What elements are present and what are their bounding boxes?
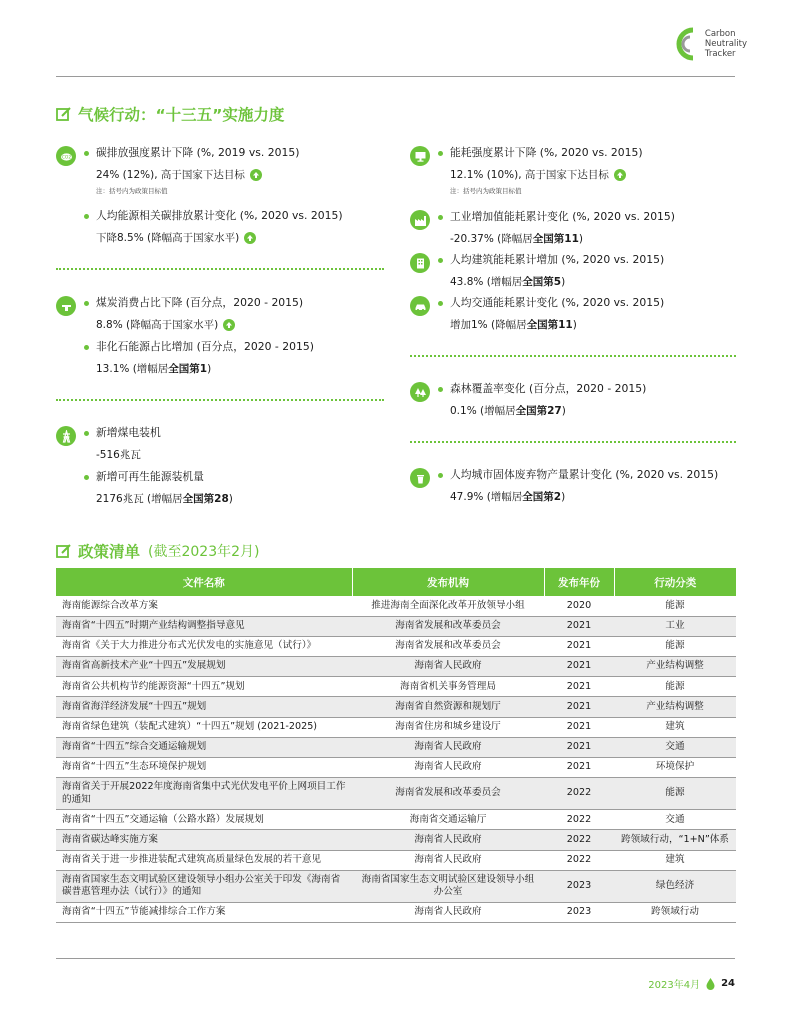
policy-year-cell: 2023 — [544, 902, 614, 922]
forest-icon — [410, 382, 430, 402]
new-coal-power-value: -516兆瓦 — [96, 449, 141, 461]
policy-document-cell: 海南省国家生态文明试验区建设领导小组办公室关于印发《海南省碳普惠管理办法（试行）》的通知 — [56, 870, 352, 902]
policy-category-cell: 产业结构调整 — [614, 657, 736, 677]
non-fossil-share-value: 13.1% (增幅居 — [96, 363, 169, 375]
coal-share-value: 8.8% (降幅高于国家水平) — [96, 319, 219, 331]
rank-text: 全国第1 — [168, 363, 208, 375]
policy-agency-cell: 海南省发展和改革委员会 — [352, 616, 544, 636]
edit-icon — [56, 106, 72, 122]
table-row — [56, 870, 736, 902]
policy-document-cell: 海南省“十四五”综合交通运输规划 — [56, 737, 352, 757]
policy-agency-cell: 海南省人民政府 — [352, 737, 544, 757]
header-divider — [56, 76, 735, 77]
logo-text — [705, 29, 747, 59]
policy-category-cell: 能源 — [614, 636, 736, 656]
policy-category-cell: 建筑 — [614, 850, 736, 870]
table-header-row — [56, 568, 736, 596]
policy-document-cell: 海南省《关于大力推进分布式光伏发电的实施意见（试行）》 — [56, 636, 352, 656]
rank-text: 全国第27 — [515, 405, 562, 417]
leaf-drop-icon — [706, 978, 715, 990]
section-climate-action-title — [56, 103, 284, 125]
co2-icon — [56, 146, 76, 166]
waste-value: 47.9% (增幅居 — [450, 491, 523, 503]
table-row — [56, 830, 736, 850]
policy-year-cell: 2021 — [544, 697, 614, 717]
section-subtitle: (截至2023年2月) — [148, 544, 260, 560]
section-title-text: 气候行动：“十三五”实施力度 — [78, 106, 285, 124]
policy-year-cell: 2021 — [544, 737, 614, 757]
policy-category-cell: 产业结构调整 — [614, 697, 736, 717]
policy-document-cell: 海南省高新技术产业“十四五”发展规划 — [56, 657, 352, 677]
transport-energy-value: 增加1% (降幅居 — [450, 319, 527, 331]
policy-document-cell: 海南能源综合改革方案 — [56, 596, 352, 616]
carbon-intensity-label: 碳排放强度累计下降 (%, 2019 vs. 2015) — [96, 146, 300, 159]
table-row — [56, 902, 736, 922]
right-item-industry: 工业增加值能耗累计变化 (%, 2020 vs. 2015) -20.37% (降幅居 全国第11 ) — [410, 210, 740, 246]
col-header-agency: 发布机构 — [352, 568, 544, 596]
arrow-up-icon — [244, 232, 256, 244]
table-row — [56, 677, 736, 697]
renewable-capacity-label: 新增可再生能源装机量 — [96, 470, 204, 483]
table-row — [56, 636, 736, 656]
policy-agency-cell: 海南省人民政府 — [352, 657, 544, 677]
building-icon — [410, 253, 430, 273]
arrow-up-icon — [223, 319, 235, 331]
section-title-text: 政策清单 — [78, 543, 141, 561]
policy-year-cell: 2022 — [544, 850, 614, 870]
table-row — [56, 697, 736, 717]
rank-text: 全国第2 — [522, 491, 562, 503]
policy-document-cell: 海南省“十四五”生态环境保护规划 — [56, 758, 352, 778]
policy-document-cell: 海南省关于开展2022年度海南省集中式光伏发电平价上网项目工作的通知 — [56, 778, 352, 810]
policy-target-note: 注：括号内为政策目标值 — [96, 187, 168, 195]
rank-text: 全国第28 — [182, 493, 229, 505]
power-tower-icon — [56, 426, 76, 446]
policy-document-cell: 海南省“十四五”交通运输（公路水路）发展规划 — [56, 810, 352, 830]
policy-year-cell: 2021 — [544, 636, 614, 656]
non-fossil-share-label: 非化石能源占比增加 (百分点，2020 - 2015) — [96, 340, 314, 353]
waste-label: 人均城市固体废弃物产量累计变化 (%, 2020 vs. 2015) — [450, 468, 719, 481]
policy-year-cell: 2022 — [544, 830, 614, 850]
right-item-energy-intensity — [410, 146, 740, 195]
renewable-capacity-value: 2176兆瓦 (增幅居 — [96, 493, 183, 505]
table-row — [56, 758, 736, 778]
trash-bin-icon — [410, 468, 430, 488]
policy-document-cell: 海南省“十四五”时期产业结构调整指导意见 — [56, 616, 352, 636]
page-footer — [648, 976, 735, 991]
page-number: 24 — [721, 978, 735, 989]
col-header-document: 文件名称 — [56, 568, 352, 596]
policy-year-cell: 2022 — [544, 810, 614, 830]
table-row — [56, 778, 736, 810]
table-row — [56, 657, 736, 677]
edit-icon — [56, 543, 72, 559]
policy-category-cell: 环境保护 — [614, 758, 736, 778]
policy-document-cell: 海南省海洋经济发展“十四五”规划 — [56, 697, 352, 717]
policy-agency-cell: 海南省发展和改革委员会 — [352, 636, 544, 656]
table-row — [56, 717, 736, 737]
policy-category-cell: 能源 — [614, 596, 736, 616]
logo-line3: Tracker — [704, 49, 736, 59]
coal-share-label: 煤炭消费占比下降 (百分点，2020 - 2015) — [96, 296, 304, 309]
policy-agency-cell: 海南省人民政府 — [352, 830, 544, 850]
policy-document-cell: 海南省关于进一步推进装配式建筑高质量绿色发展的若干意见 — [56, 850, 352, 870]
carbon-tracker-logo-icon — [673, 26, 699, 62]
policy-category-cell: 能源 — [614, 778, 736, 810]
rank-text: 全国第5 — [522, 276, 562, 288]
factory-icon — [410, 210, 430, 230]
forest-coverage-value: 0.1% (增幅居 — [450, 405, 516, 417]
policy-document-cell: 海南省公共机构节约能源资源“十四五”规划 — [56, 677, 352, 697]
policy-target-note: 注：括号内为政策目标值 — [450, 187, 522, 195]
right-item-building: 人均建筑能耗累计增加 (%, 2020 vs. 2015) 43.8% (增幅居 全国第5 ) — [410, 253, 740, 289]
footer-date: 2023年4月 — [648, 980, 701, 991]
policy-year-cell: 2021 — [544, 616, 614, 636]
policy-agency-cell: 推进海南全面深化改革开放领导小组 — [352, 596, 544, 616]
policy-agency-cell: 海南省交通运输厅 — [352, 810, 544, 830]
arrow-up-icon — [250, 169, 262, 181]
table-row — [56, 596, 736, 616]
svg-text:CO2: CO2 — [61, 155, 71, 161]
car-icon — [410, 296, 430, 316]
policy-table — [56, 568, 736, 923]
policy-category-cell: 交通 — [614, 810, 736, 830]
dotted-divider — [410, 355, 736, 357]
policy-category-cell: 能源 — [614, 677, 736, 697]
policy-document-cell: 海南省“十四五”节能减排综合工作方案 — [56, 902, 352, 922]
energy-intensity-label: 能耗强度累计下降 (%, 2020 vs. 2015) — [450, 146, 643, 159]
industry-energy-value: -20.37% (降幅居 — [450, 233, 533, 245]
logo-line2: Neutrality — [704, 39, 747, 49]
table-row — [56, 810, 736, 830]
policy-table-body — [56, 596, 736, 922]
policy-agency-cell: 海南省人民政府 — [352, 902, 544, 922]
dotted-divider — [410, 441, 736, 443]
policy-year-cell: 2021 — [544, 677, 614, 697]
policy-year-cell: 2022 — [544, 778, 614, 810]
table-row — [56, 737, 736, 757]
policy-category-cell: 跨领域行动，“1+N”体系 — [614, 830, 736, 850]
policy-agency-cell: 海南省国家生态文明试验区建设领导小组办公室 — [352, 870, 544, 902]
section-policy-list-title — [56, 540, 259, 562]
footer-divider — [56, 958, 735, 959]
policy-document-cell: 海南省碳达峰实施方案 — [56, 830, 352, 850]
policy-category-cell: 建筑 — [614, 717, 736, 737]
forest-coverage-label: 森林覆盖率变化 (百分点，2020 - 2015) — [450, 382, 647, 395]
policy-agency-cell: 海南省自然资源和规划厅 — [352, 697, 544, 717]
transport-energy-label: 人均交通能耗累计变化 (%, 2020 vs. 2015) — [450, 296, 665, 309]
carbon-intensity-value: 24% (12%), 高于国家下达目标 — [96, 169, 245, 181]
rank-text: 全国第11 — [532, 233, 579, 245]
policy-category-cell: 工业 — [614, 616, 736, 636]
col-header-category: 行动分类 — [614, 568, 736, 596]
arrow-up-icon — [614, 169, 626, 181]
logo-line1: Carbon — [704, 29, 736, 39]
right-item-waste: 人均城市固体废弃物产量累计变化 (%, 2020 vs. 2015) 47.9% (增幅居 全国第2 ) — [410, 468, 740, 504]
left-group-carbon — [56, 146, 386, 245]
dotted-divider — [56, 399, 384, 401]
building-energy-value: 43.8% (增幅居 — [450, 276, 523, 288]
col-header-year: 发布年份 — [544, 568, 614, 596]
policy-agency-cell: 海南省发展和改革委员会 — [352, 778, 544, 810]
building-energy-label: 人均建筑能耗累计增加 (%, 2020 vs. 2015) — [450, 253, 665, 266]
right-item-transport: 人均交通能耗累计变化 (%, 2020 vs. 2015) 增加1% (降幅居 全国第11 ) — [410, 296, 740, 332]
coal-icon — [56, 296, 76, 316]
policy-document-cell: 海南省绿色建筑（装配式建筑）“十四五”规划 (2021-2025) — [56, 717, 352, 737]
left-group-coal: 煤炭消费占比下降 (百分点，2020 - 2015) 8.8% (降幅高于国家水平) 非化石能源占比增加 (百分点，2020 - 2015) 13.1% (增幅居 全国第1 ) — [56, 296, 386, 376]
energy-monitor-icon — [410, 146, 430, 166]
industry-energy-label: 工业增加值能耗累计变化 (%, 2020 vs. 2015) — [450, 210, 676, 223]
left-group-power: 新增煤电装机 -516兆瓦 新增可再生能源装机量 2176兆瓦 (增幅居 全国第28 ) — [56, 426, 386, 506]
right-item-forest: 森林覆盖率变化 (百分点，2020 - 2015) 0.1% (增幅居 全国第27 ) — [410, 382, 740, 418]
policy-category-cell: 交通 — [614, 737, 736, 757]
dotted-divider — [56, 268, 384, 270]
policy-agency-cell: 海南省机关事务管理局 — [352, 677, 544, 697]
per-capita-emission-label: 人均能源相关碳排放累计变化 (%, 2020 vs. 2015) — [96, 209, 343, 222]
per-capita-emission-value: 下降8.5% (降幅高于国家水平) — [96, 232, 240, 244]
policy-year-cell: 2021 — [544, 657, 614, 677]
policy-year-cell: 2021 — [544, 717, 614, 737]
rank-text: 全国第11 — [526, 319, 573, 331]
policy-year-cell: 2021 — [544, 758, 614, 778]
brand-logo — [673, 26, 747, 62]
policy-category-cell: 跨领域行动 — [614, 902, 736, 922]
policy-agency-cell: 海南省住房和城乡建设厅 — [352, 717, 544, 737]
policy-agency-cell: 海南省人民政府 — [352, 758, 544, 778]
energy-intensity-value: 12.1% (10%), 高于国家下达目标 — [450, 169, 609, 181]
table-row — [56, 850, 736, 870]
policy-category-cell: 绿色经济 — [614, 870, 736, 902]
policy-year-cell: 2023 — [544, 870, 614, 902]
policy-year-cell: 2020 — [544, 596, 614, 616]
new-coal-power-label: 新增煤电装机 — [96, 426, 161, 439]
table-row — [56, 616, 736, 636]
policy-agency-cell: 海南省人民政府 — [352, 850, 544, 870]
